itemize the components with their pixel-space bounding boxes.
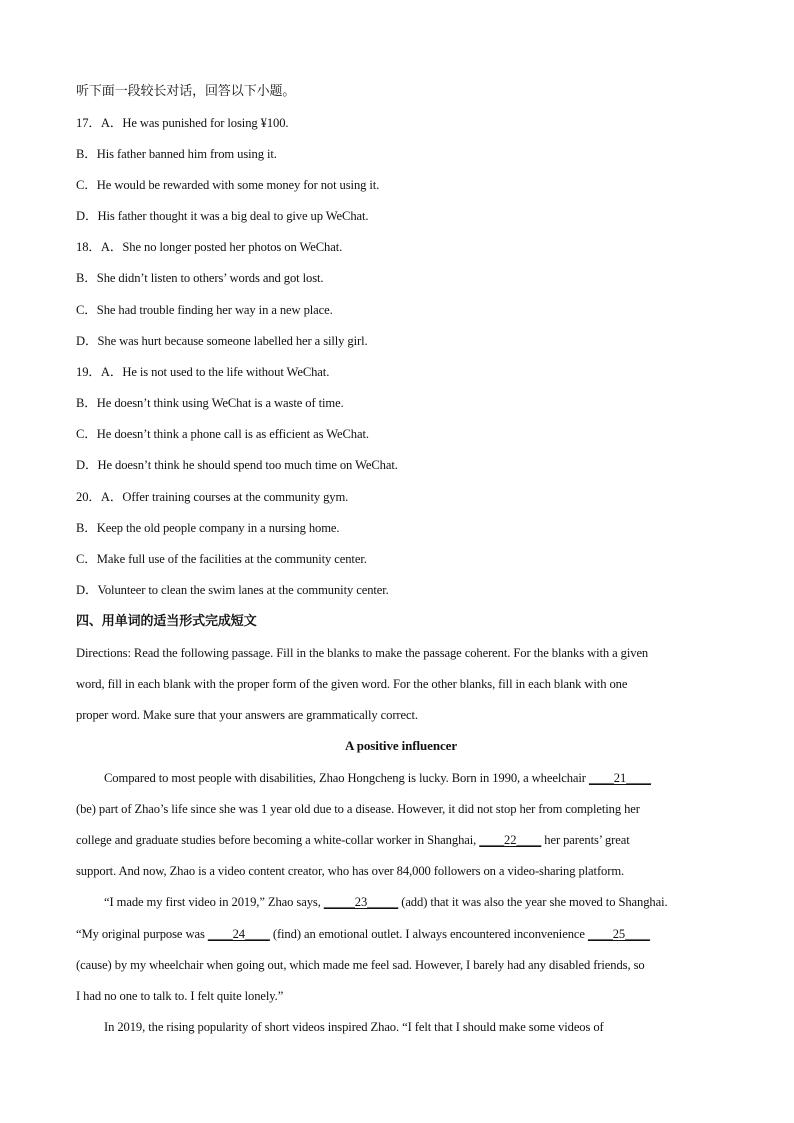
question-19-option-b: B．He doesn’t think using WeChat is a waste of time. <box>76 396 344 410</box>
listening-instruction: 听下面一段较长对话，回答以下小题。 <box>76 84 296 99</box>
directions-line: proper word. Make sure that your answers are grammatically correct. <box>76 708 418 722</box>
question-17-option-d: D．His father thought it was a big deal to give up WeChat. <box>76 209 369 223</box>
passage-line: college and graduate studies before becoming a white-collar worker in Shanghai, ____22____ her parents’ great <box>76 833 630 847</box>
directions-line: Directions: Read the following passage. Fill in the blanks to make the passage coherent. For the blanks with a given <box>76 646 649 660</box>
question-20-option-c: C．Make full use of the facilities at the community center. <box>76 552 367 566</box>
question-number: 18． <box>76 240 101 254</box>
question-19-option-d: D．He doesn’t think he should spend too much time on WeChat. <box>76 458 398 472</box>
passage-line: Compared to most people with disabilities, Zhao Hongcheng is lucky. Born in 1990, a wheelchair ____21____ <box>104 771 651 785</box>
blank-25: ____25____ <box>587 927 650 941</box>
passage-line: support. And now, Zhao is a video content creator, who has over 84,000 followers on a video-sharing platform. <box>76 864 625 878</box>
question-20-option-d: D．Volunteer to clean the swim lanes at the community center. <box>76 583 389 597</box>
question-number: 20． <box>76 490 101 504</box>
passage-line: (be) part of Zhao’s life since she was 1 year old due to a disease. However, it did not stop her from completing her <box>76 802 640 816</box>
question-18-option-b: B．She didn’t listen to others’ words and got lost. <box>76 271 324 285</box>
question-20-option-a: 20．A．Offer training courses at the community gym. <box>76 490 349 504</box>
question-19-option-c: C．He doesn’t think a phone call is as efficient as WeChat. <box>76 427 369 441</box>
question-number: 17． <box>76 116 101 130</box>
passage-line: In 2019, the rising popularity of short videos inspired Zhao. “I felt that I should make some videos of <box>104 1020 604 1034</box>
question-18-option-a: 18．A．She no longer posted her photos on WeChat. <box>76 240 343 254</box>
question-19-option-a: 19．A．He is not used to the life without WeChat. <box>76 365 330 379</box>
question-20-option-b: B．Keep the old people company in a nursing home. <box>76 521 340 535</box>
section-heading: 四、用单词的适当形式完成短文 <box>76 614 257 629</box>
blank-21: ____21____ <box>588 771 651 785</box>
blank-22: ____22____ <box>479 833 542 847</box>
passage-line: I had no one to talk to. I felt quite lonely.” <box>76 989 284 1003</box>
passage-line: (cause) by my wheelchair when going out, which made me feel sad. However, I barely had any disabled friends, so <box>76 958 645 972</box>
directions-line: word, fill in each blank with the proper form of the given word. For the other blanks, fill in each blank with one <box>76 677 628 691</box>
question-17-option-c: C．He would be rewarded with some money for not using it. <box>76 178 380 192</box>
question-18-option-d: D．She was hurt because someone labelled her a silly girl. <box>76 334 368 348</box>
question-number: 19． <box>76 365 101 379</box>
blank-23: _____23_____ <box>323 895 399 909</box>
blank-24: ____24____ <box>207 927 270 941</box>
passage-line: “My original purpose was ____24____ (find) an emotional outlet. I always encountered inconvenience ____25____ <box>76 927 650 941</box>
passage-title: A positive influencer <box>344 738 457 753</box>
question-17-option-b: B．His father banned him from using it. <box>76 147 277 161</box>
question-17-option-a: 17．A．He was punished for losing ¥100. <box>76 116 289 130</box>
passage-line: “I made my first video in 2019,” Zhao says, _____23_____ (add) that it was also the year she moved to Shanghai. <box>104 895 668 909</box>
question-18-option-c: C．She had trouble finding her way in a new place. <box>76 303 333 317</box>
